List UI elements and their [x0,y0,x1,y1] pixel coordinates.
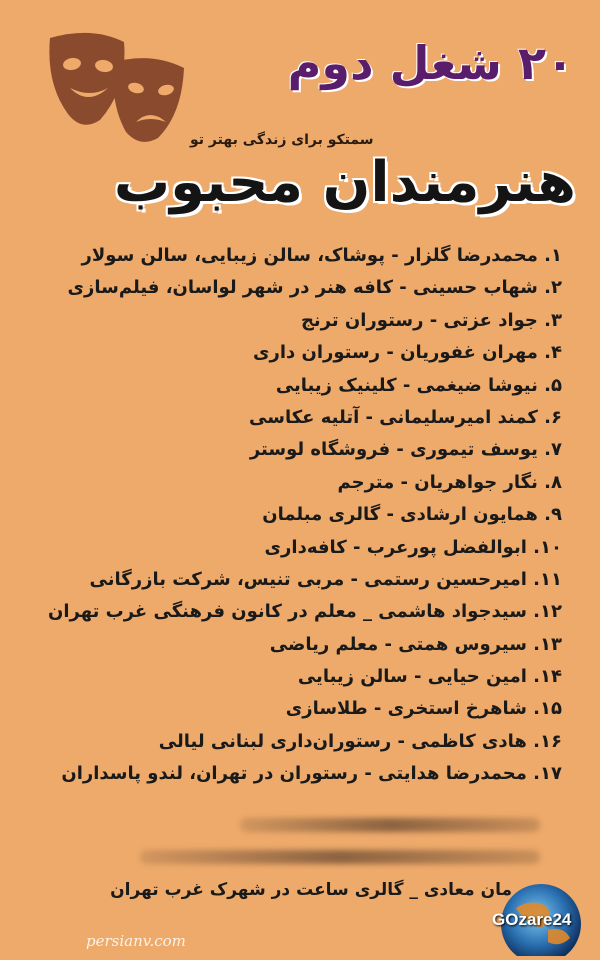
list-item: ۱۰. ابوالفضل پورعرب - کافه‌داری [264,536,562,558]
list-item: ۵. نیوشا ضیغمی - کلینیک زیبایی [275,374,562,396]
list-item: ۱. محمدرضا گلزار - پوشاک، سالن زیبایی، سالن سولار [81,245,562,266]
list-item: ۱۱. امیرحسین رستمی - مربی تنیس، شرکت بازرگانی [89,568,562,590]
watermark-text: persianv.com [86,932,186,950]
artists-list [22,240,562,791]
list-item: ۱۴. امین حیایی - سالن زیبایی [297,666,562,688]
list-item: ۸. نگار جواهریان - مترجم [337,471,562,493]
list-item: ۱۲. سیدجواد هاشمی _ معلم در کانون فرهنگی غرب تهران [48,601,562,623]
list-item: ۳. جواد عزتی - رستوران ترنج [300,309,562,331]
list-item-last: مان معادی _ گالری ساعت در شهرک غرب تهران [110,880,512,900]
blurred-item-19 [140,850,540,864]
list-item: ۱۳. سیروس همتی - معلم ریاضی [269,633,562,655]
blurred-item-18 [240,818,540,832]
list-item: ۱۷. محمدرضا هدایتی - رستوران در تهران، لندو پاسداران [61,763,562,785]
headline-second-jobs: ۲۰ شغل دوم [287,36,574,90]
list-item: ۶. کمند امیرسلیمانی - آتلیه عکاسی [249,406,562,428]
list-item: ۴. مهران غفوریان - رستوران داری [252,342,562,364]
list-item: ۹. همایون ارشادی - گالری مبلمان [262,504,562,526]
list-item: ۱۶. هادی کاظمی - رستوران‌داری لبنانی لیالی [158,730,562,752]
tagline: سمتکو برای زندگی بهتر تو [190,132,374,148]
list-item: ۱۵. شاهرخ استخری - طلاسازی [285,698,562,720]
list-item: ۲. شهاب حسینی - کافه هنر در شهر لواسان، فیلم‌سازی [67,277,562,299]
list-item: ۷. یوسف تیموری - فروشگاه لوستر [249,439,562,461]
headline-popular-artists: هنرمندان محبوب [113,150,576,215]
theater-masks-icon [42,28,192,148]
tragedy-mask [113,58,184,142]
site-logo-text: GOzare24 [492,910,572,929]
